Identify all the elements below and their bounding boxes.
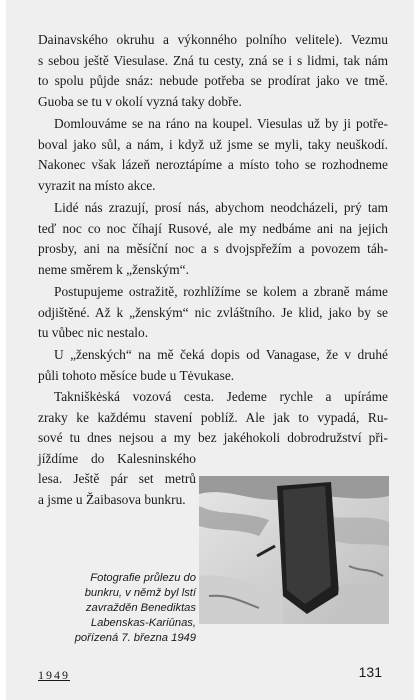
text-line: lesa. Ještě pár set metrů	[38, 471, 196, 487]
text-line: boval jako sůl, a nám, i když už jsme se myli, taky neuškodí.	[38, 136, 388, 152]
text-line: zraky ke každému stavení poblíž. Ale jak to vypadá, Ru-	[38, 409, 388, 425]
text-line: půli tohoto měsíce bude u Tėvukase.	[38, 367, 235, 383]
text-line: to spolu půjde snáz: nebude potřeba se prodírat jako ve tmě.	[38, 73, 388, 89]
text-line: teď noc co noc číhají Rusové, ale my nedbáme ani na jejich	[38, 220, 388, 236]
text-line: sové tu dnes nejsou a my bez jakéhokoli dobrodružství při-	[38, 430, 388, 446]
text-line: Takniškėská vozová cesta. Jedeme rychle a upíráme	[54, 389, 388, 404]
page-number: 131	[358, 664, 382, 680]
text-line: Domlouváme se na ráno na koupel. Viesulas už by ji potře-	[54, 116, 388, 131]
text-line: vyrazit na místo akce.	[38, 177, 156, 193]
text-line: a jsme u Žaibasova bunkru.	[38, 491, 186, 507]
text-line: Lidé nás zrazují, prosí nás, abychom neodcházeli, prý tam	[54, 200, 388, 215]
running-footer-year: 1949	[38, 668, 70, 682]
book-page	[6, 0, 414, 700]
text-line: s sebou ještě Viesulase. Zná tu cesty, zná se i s lidmi, tak nám	[38, 52, 388, 68]
paragraph-1	[38, 30, 388, 112]
caption-line: zavražděn Benediktas	[85, 602, 196, 614]
paragraph-4	[38, 282, 388, 344]
caption-line: pořízená 7. března 1949	[74, 632, 196, 644]
text-line: odjištěné. Až k „ženským“ nic zvláštního. Je klid, jako by se	[38, 304, 388, 320]
text-line: jíždíme do Kalesninského	[38, 450, 196, 466]
text-line: Nakonec však lázeň neroztápíme a místo toho se rozhodneme	[38, 157, 388, 173]
text-line: prosby, ani na měsíční noc a s dvojspřežím a povozem táh-	[38, 241, 388, 257]
paragraph-3	[38, 198, 388, 280]
caption-line: Labenskas-Kariūnas,	[90, 617, 196, 629]
paragraph-5	[38, 345, 388, 386]
caption-line: bunkru, v němž byl lstí	[84, 587, 196, 599]
paragraph-2	[38, 114, 388, 196]
text-line: Guoba se tu v okolí vyzná taky dobře.	[38, 93, 242, 109]
text-line: tu vůbec nic nestalo.	[38, 325, 149, 341]
text-line: Dainavského okruhu a výkonného polního velitele). Vezmu	[38, 32, 388, 47]
text-line: neme směrem k „ženským“.	[38, 261, 189, 277]
photo-caption	[38, 571, 196, 646]
text-line: U „ženských“ na mě čeká dopis od Vanagase, že v druhé	[54, 347, 388, 362]
bunker-photo	[199, 476, 389, 624]
text-line: Postupujeme ostražitě, rozhlížíme se kolem a zbraně máme	[54, 284, 388, 299]
caption-line: Fotografie průlezu do	[90, 572, 196, 584]
